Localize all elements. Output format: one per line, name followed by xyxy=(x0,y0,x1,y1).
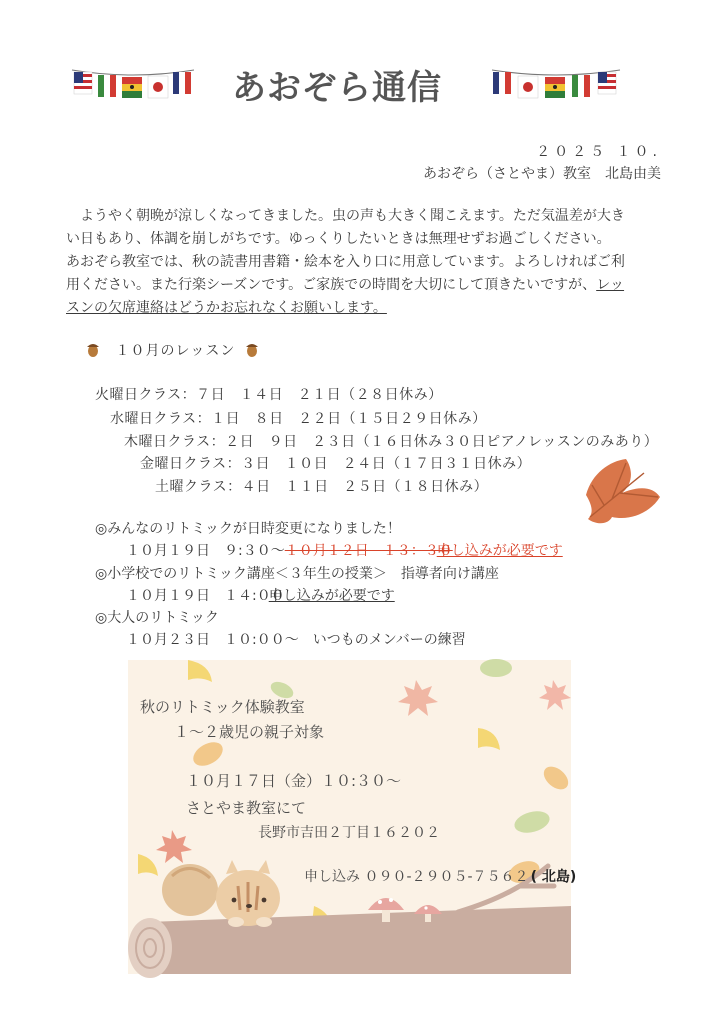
acorn-icon xyxy=(86,341,100,357)
event-datetime: １０月１７日（金）１０:３０〜 xyxy=(186,772,402,790)
intro-line-4-underlined: レッ xyxy=(596,277,625,293)
sender-name: あおぞら（さとやま）教室 北島由美 xyxy=(423,166,661,182)
intro-line-2: い日もあり、体調を崩しがちです。ゆっくりしたいときは無理せずお過ごしください。 xyxy=(66,231,611,247)
italy-flag-icon xyxy=(572,75,590,97)
announcement-3-title: ◎大人のリトミック xyxy=(95,610,219,626)
bunting-flags-right xyxy=(490,62,622,102)
log-illustration xyxy=(128,906,571,978)
maple-leaf-icon xyxy=(539,680,571,710)
intro-line-4-text: 用ください。また行楽シーズンです。ご家族での時間を大切にして頂きたいですが、 xyxy=(66,277,597,293)
event-title: 秋のリトミック体験教室 xyxy=(140,698,305,716)
intro-line-4 xyxy=(66,274,666,297)
announcement-1-title: ◎みんなのリトミックが日時変更になりました！ xyxy=(95,521,401,537)
event-contact-name: ( 北島) xyxy=(530,869,577,885)
event-venue: さとやま教室にて xyxy=(186,799,307,817)
maple-leaf-icon xyxy=(156,830,192,863)
intro-line-3: あおぞら教室では、秋の読書用書籍・絵本を入り口に用意しています。よろしければご利 xyxy=(66,254,625,270)
japan-flag-icon xyxy=(148,76,168,98)
announcement-3-detail: １０月２３日 １０:００〜 いつものメンバーの練習 xyxy=(126,632,466,648)
italy-flag-icon xyxy=(98,75,116,97)
announcement-2-title: ◎小学校でのリトミック講座＜３年生の授業＞ 指導者向け講座 xyxy=(95,566,499,582)
event-address: 長野市吉田２丁目１６２０２ xyxy=(258,825,440,841)
class-saturday: 土曜クラス：４日 １１日 ２５日（１８日休み） xyxy=(155,479,489,495)
issue-date: ２０２５ １０. xyxy=(536,144,661,160)
autumn-leaf-icon xyxy=(582,455,664,527)
class-wednesday: 水曜日クラス：１日 ８日 ２２日（１５日２９日休み） xyxy=(110,411,487,427)
announcement-2-note: 申し込みが必要です xyxy=(268,588,395,604)
announcement-2-time: １０月１９日 １４:００ xyxy=(126,588,285,604)
event-card xyxy=(128,660,577,974)
maple-leaf-icon xyxy=(398,680,438,716)
class-thursday: 木曜日クラス：２日 ９日 ２３日（１６日休み３０日ピアノレッスンのみあり） xyxy=(124,434,659,450)
intro-line-5: スンの欠席連絡はどうかお忘れなくお願いします。 xyxy=(66,300,387,316)
page-title: あおぞら通信 xyxy=(232,68,442,108)
green-leaf-icon xyxy=(268,659,552,836)
bunting-flags-left xyxy=(70,62,196,102)
squirrel-illustration xyxy=(162,860,280,927)
announcement-1-note: 申し込みが必要です xyxy=(436,543,563,559)
event-target: １〜２歳児の親子対象 xyxy=(174,723,325,741)
intro-line-1: ようやく朝晩が涼しくなってきました。虫の声も大きく聞こえます。ただ気温差が大き xyxy=(80,208,625,224)
acorn-icon xyxy=(245,341,259,357)
announcement-1-old-time: １０月１９日 ９:３０〜 xyxy=(126,543,285,559)
us-flag-icon xyxy=(74,72,92,94)
ghana-flag-icon xyxy=(122,77,142,98)
ghana-flag-icon xyxy=(545,77,565,98)
japan-flag-icon xyxy=(518,76,538,98)
france-flag-icon xyxy=(173,72,191,94)
class-friday: 金曜日クラス：３日 １０日 ２４日（１７日３１日休み） xyxy=(140,456,532,472)
lessons-heading xyxy=(86,340,259,360)
announcement-2-detail xyxy=(126,585,395,605)
event-contact xyxy=(304,866,576,886)
lessons-heading-text: １０月のレッスン xyxy=(115,343,236,359)
announcement-1-detail xyxy=(126,540,563,560)
event-contact-label: 申し込み ０９０-２９０５-７５６２ xyxy=(304,869,529,885)
us-flag-icon xyxy=(598,72,616,94)
class-tuesday: 火曜日クラス：７日 １４日 ２１日（２８日休み） xyxy=(95,387,443,403)
france-flag-icon xyxy=(493,72,511,94)
announcement-1-new-time: １０月１２日 １３：３０ xyxy=(284,543,453,559)
intro-paragraph xyxy=(66,205,666,320)
